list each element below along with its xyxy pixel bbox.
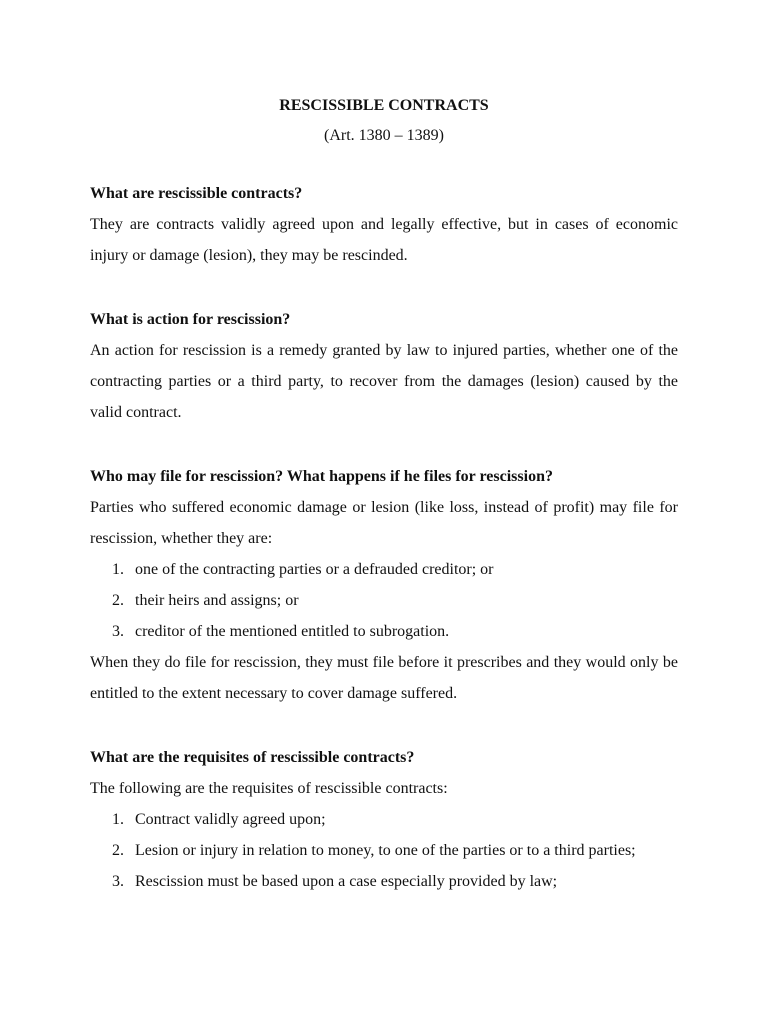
section-rescissible-contracts: [90, 179, 678, 271]
list-item-number: 1.: [112, 561, 124, 578]
section-who-may-file: [90, 462, 678, 709]
list-item-text: Rescission must be based upon a case especially provided by law;: [135, 873, 558, 890]
numbered-list: [90, 554, 678, 647]
list-item-text: Lesion or injury in relation to money, to one of the parties or to a third parties;: [135, 842, 636, 859]
list-item: [90, 616, 678, 647]
section-heading: What are rescissible contracts?: [90, 185, 303, 202]
list-item: [90, 554, 678, 585]
section-requisites: [90, 743, 678, 897]
list-item: [90, 585, 678, 616]
section-heading: What is action for rescission?: [90, 311, 291, 328]
list-item: [90, 866, 678, 897]
list-item-text: creditor of the mentioned entitled to subrogation.: [135, 623, 450, 640]
section-paragraph: The following are the requisites of rescissible contracts:: [90, 780, 448, 797]
list-item: [90, 804, 678, 835]
section-paragraph: An action for rescission is a remedy granted by law to injured parties, whether one of the contracting parties or a third party, to recover from the damages (lesion) caused by the valid contract.: [90, 342, 678, 421]
list-item-number: 2.: [112, 592, 124, 609]
list-item: [90, 835, 678, 866]
list-item-number: 1.: [112, 811, 124, 828]
list-item-text: their heirs and assigns; or: [135, 592, 299, 609]
list-item-number: 2.: [112, 842, 124, 859]
numbered-list: [90, 804, 678, 897]
section-action-for-rescission: [90, 305, 678, 428]
list-item-text: Contract validly agreed upon;: [135, 811, 326, 828]
section-heading: Who may file for rescission? What happens if he files for rescission?: [90, 468, 553, 485]
list-item-number: 3.: [112, 623, 124, 640]
section-closing-paragraph: When they do file for rescission, they must file before it prescribes and they would only be entitled to the extent necessary to cover damage suffered.: [90, 654, 678, 702]
document-title: RESCISSIBLE CONTRACTS: [279, 97, 489, 114]
section-heading: What are the requisites of rescissible contracts?: [90, 749, 415, 766]
section-paragraph: Parties who suffered economic damage or lesion (like loss, instead of profit) may file for rescission, whether they are:: [90, 499, 678, 547]
list-item-text: one of the contracting parties or a defrauded creditor; or: [135, 561, 494, 578]
section-paragraph: They are contracts validly agreed upon and legally effective, but in cases of economic injury or damage (lesion), they may be rescinded.: [90, 216, 678, 264]
document-subtitle: (Art. 1380 – 1389): [324, 127, 444, 144]
list-item-number: 3.: [112, 873, 124, 890]
